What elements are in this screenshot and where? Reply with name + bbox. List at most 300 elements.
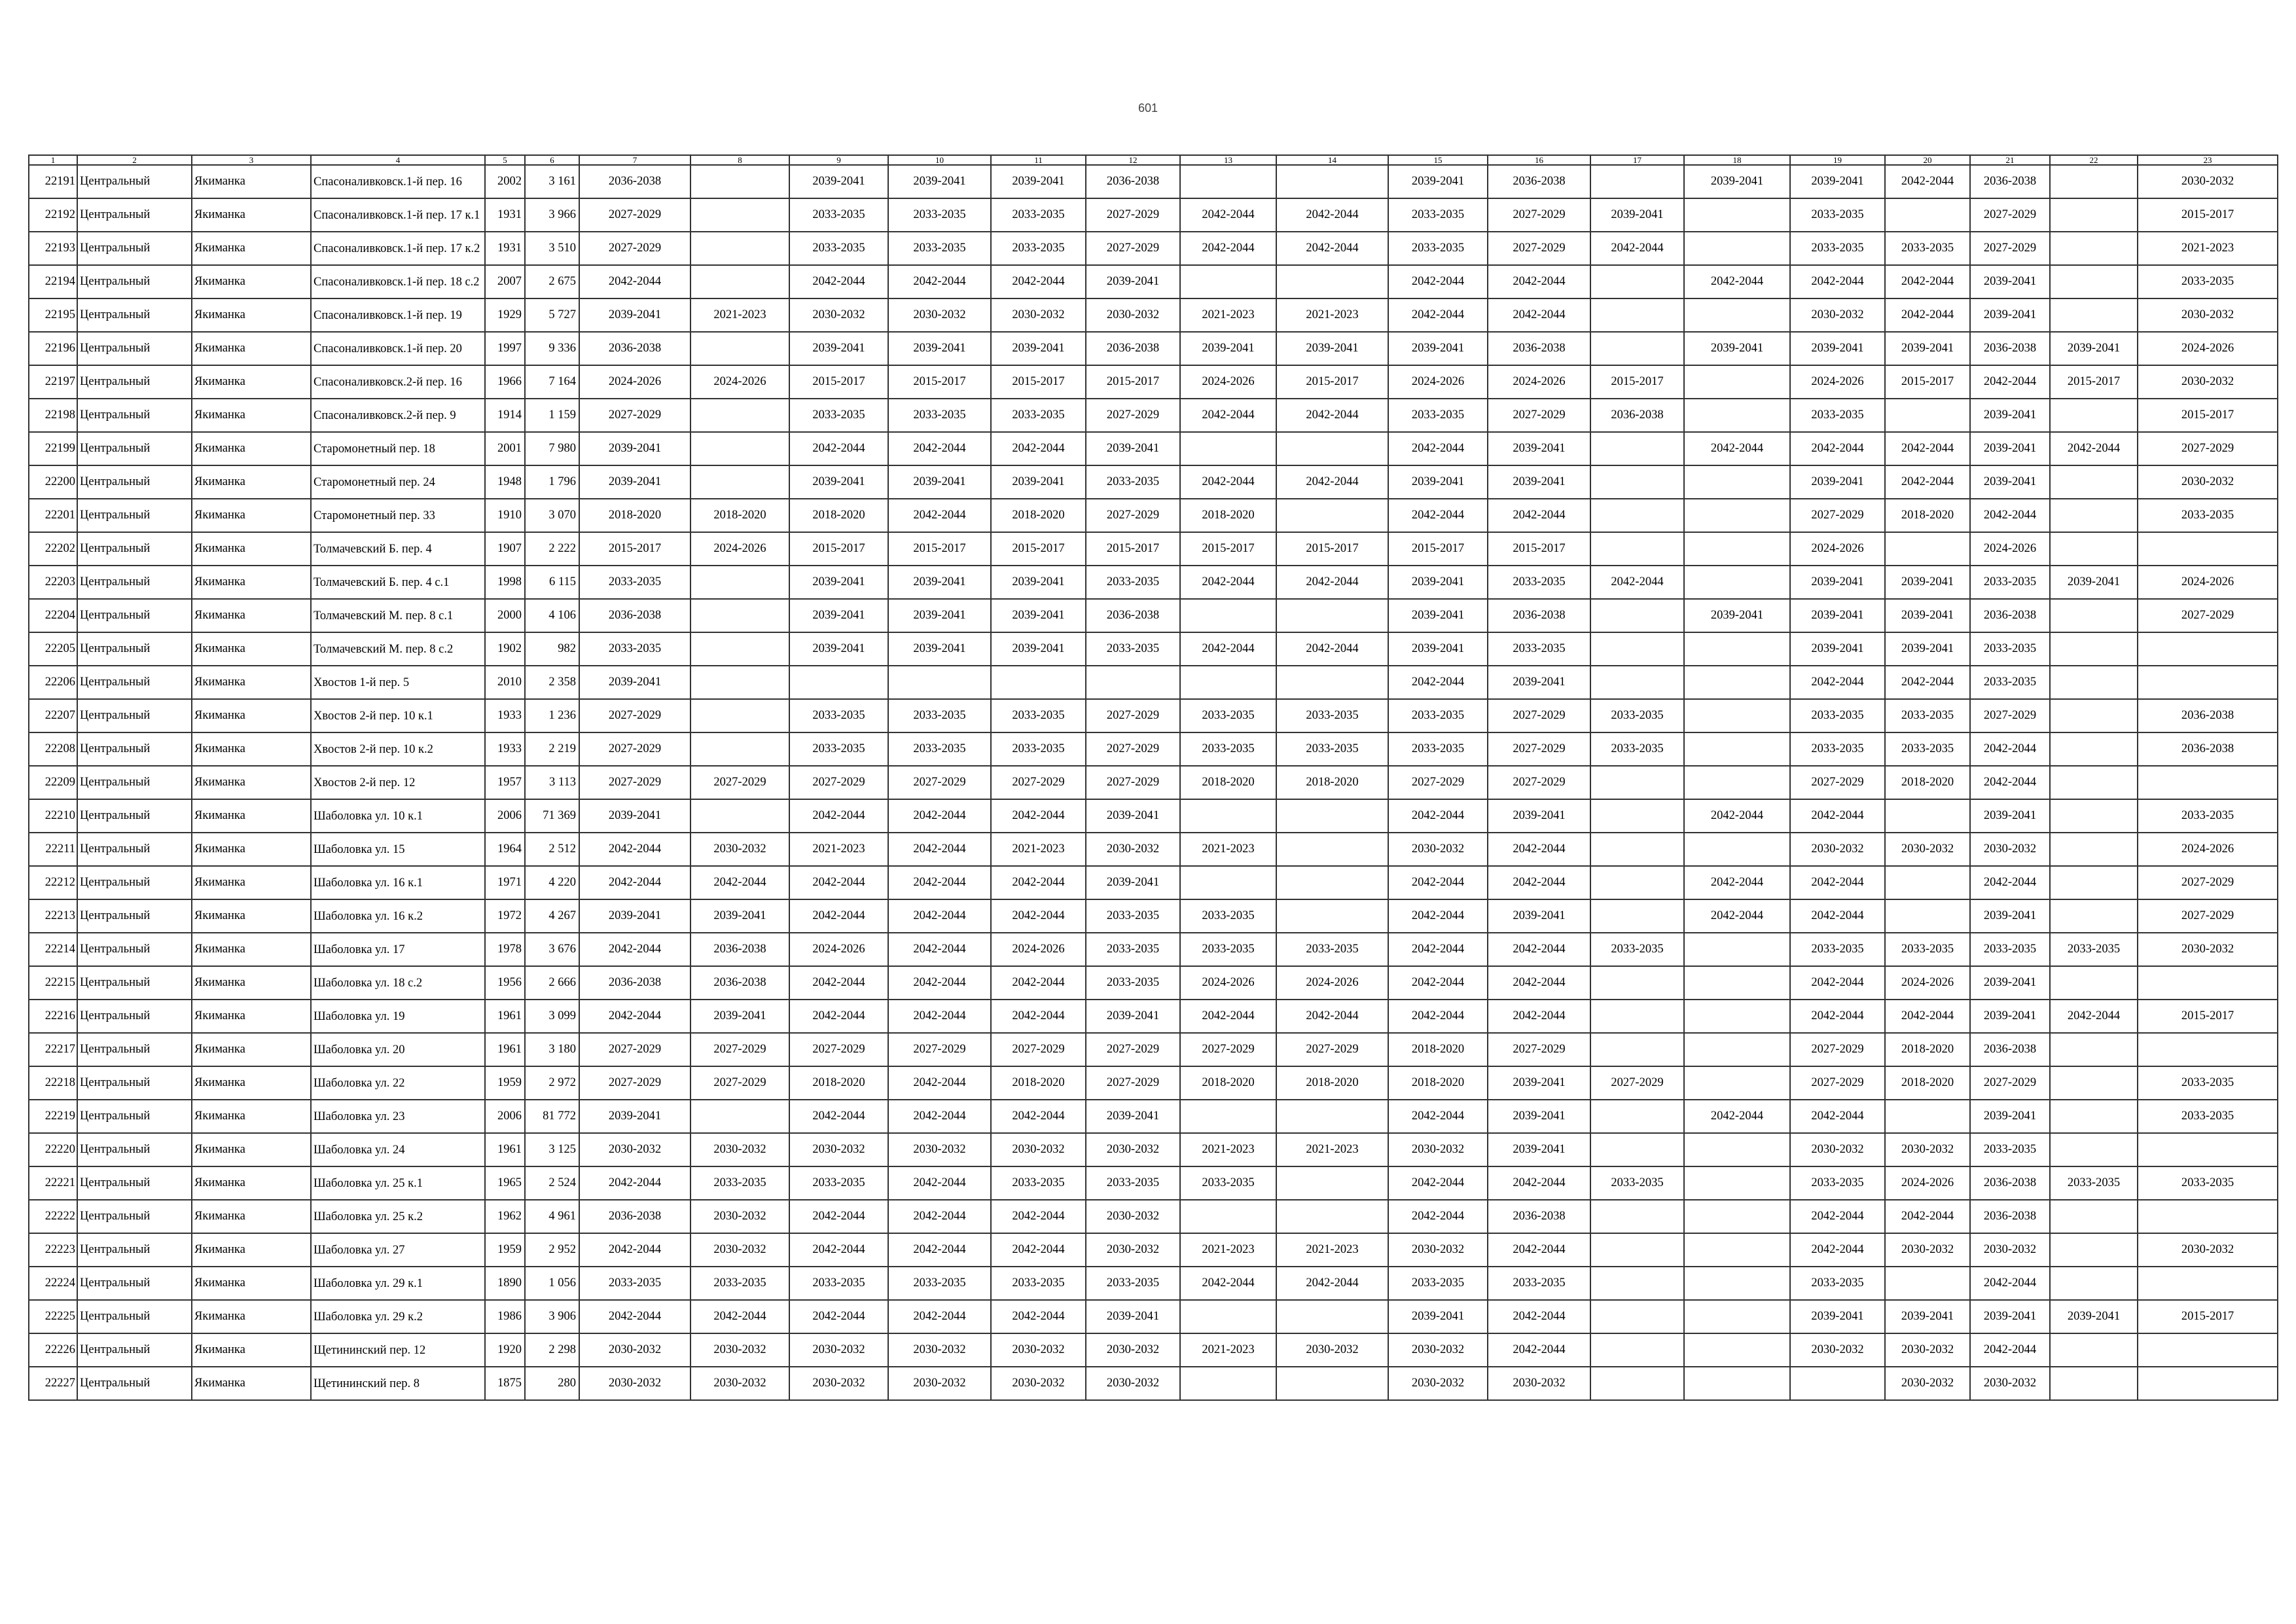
- table-cell: [1180, 1100, 1276, 1133]
- table-cell: 1972: [485, 899, 525, 933]
- table-cell: 2042-2044: [1590, 566, 1684, 599]
- table-cell: 2027-2029: [2138, 599, 2278, 632]
- table-cell: Спасоналивковск.2-й пер. 16: [311, 365, 485, 399]
- table-cell: [1684, 465, 1790, 499]
- table-cell: 2027-2029: [1790, 766, 1885, 799]
- table-cell: 2018-2020: [789, 499, 888, 532]
- table-cell: 2042-2044: [1488, 1333, 1590, 1367]
- table-cell: 2036-2038: [1970, 165, 2050, 198]
- table-cell: Якиманка: [192, 399, 311, 432]
- table-cell: 2030-2032: [2138, 365, 2278, 399]
- table-cell: 2042-2044: [888, 833, 991, 866]
- table-cell: 2042-2044: [1790, 666, 1885, 699]
- table-cell: [1684, 933, 1790, 966]
- table-cell: 2033-2035: [1970, 566, 2050, 599]
- table-cell: Толмачевский М. пер. 8 с.1: [311, 599, 485, 632]
- table-cell: [1590, 1233, 1684, 1267]
- table-cell: 1978: [485, 933, 525, 966]
- table-cell: 71 369: [525, 799, 579, 833]
- table-cell: 2021-2023: [991, 833, 1086, 866]
- table-cell: Якиманка: [192, 1066, 311, 1100]
- table-cell: 2033-2035: [1180, 933, 1276, 966]
- table-cell: Спасоналивковск.1-й пер. 18 с.2: [311, 265, 485, 298]
- table-cell: 22212: [29, 866, 77, 899]
- table-cell: Старомонетный пер. 18: [311, 432, 485, 465]
- table-cell: Шаболовка ул. 16 к.2: [311, 899, 485, 933]
- table-cell: 1 796: [525, 465, 579, 499]
- table-cell: [1885, 899, 1970, 933]
- table-cell: 1959: [485, 1066, 525, 1100]
- table-cell: 2033-2035: [789, 1166, 888, 1200]
- table-cell: [1276, 833, 1388, 866]
- table-cell: [2050, 165, 2138, 198]
- table-cell: 2039-2041: [1885, 1300, 1970, 1333]
- table-cell: 2027-2029: [1086, 499, 1180, 532]
- table-cell: [2138, 632, 2278, 666]
- table-cell: [1276, 799, 1388, 833]
- table-cell: 2036-2038: [1086, 332, 1180, 365]
- table-cell: 2015-2017: [2138, 198, 2278, 232]
- table-cell: 2033-2035: [1885, 699, 1970, 732]
- table-cell: 22193: [29, 232, 77, 265]
- table-cell: 2030-2032: [1885, 1367, 1970, 1400]
- table-cell: 2027-2029: [1086, 232, 1180, 265]
- table-cell: 2024-2026: [2138, 566, 2278, 599]
- table-cell: Якиманка: [192, 1367, 311, 1400]
- table-cell: 2027-2029: [1970, 198, 2050, 232]
- table-cell: Центральный: [77, 1033, 192, 1066]
- table-cell: 2033-2035: [1970, 1133, 2050, 1166]
- table-cell: Центральный: [77, 1233, 192, 1267]
- table-cell: 2039-2041: [991, 566, 1086, 599]
- table-cell: 2039-2041: [1790, 599, 1885, 632]
- table-cell: 2042-2044: [888, 966, 991, 1000]
- table-cell: 2039-2041: [1970, 465, 2050, 499]
- table-cell: 22221: [29, 1166, 77, 1200]
- table-cell: 2027-2029: [1086, 766, 1180, 799]
- table-cell: [1590, 432, 1684, 465]
- table-cell: Якиманка: [192, 899, 311, 933]
- table-cell: [2138, 1267, 2278, 1300]
- table-cell: 2024-2026: [1885, 1166, 1970, 1200]
- column-number-cell: 22: [2050, 155, 2138, 165]
- table-cell: [1276, 1200, 1388, 1233]
- table-cell: 2042-2044: [579, 866, 691, 899]
- table-cell: [1276, 866, 1388, 899]
- table-cell: 22216: [29, 1000, 77, 1033]
- table-cell: Щетининский пер. 8: [311, 1367, 485, 1400]
- table-cell: 2042-2044: [1180, 198, 1276, 232]
- table-cell: 2036-2038: [579, 1200, 691, 1233]
- table-cell: Центральный: [77, 666, 192, 699]
- table-cell: 2039-2041: [789, 465, 888, 499]
- table-cell: 2033-2035: [991, 232, 1086, 265]
- table-cell: [2050, 1267, 2138, 1300]
- table-cell: 2027-2029: [1086, 1033, 1180, 1066]
- table-cell: 22198: [29, 399, 77, 432]
- table-cell: 2015-2017: [1590, 365, 1684, 399]
- table-cell: Старомонетный пер. 33: [311, 499, 485, 532]
- table-cell: 2030-2032: [691, 1233, 789, 1267]
- table-cell: Якиманка: [192, 866, 311, 899]
- table-cell: 2030-2032: [991, 1133, 1086, 1166]
- table-cell: [1590, 766, 1684, 799]
- table-cell: [2050, 1233, 2138, 1267]
- table-cell: Шаболовка ул. 25 к.2: [311, 1200, 485, 1233]
- table-cell: 2030-2032: [1086, 1133, 1180, 1166]
- table-cell: Шаболовка ул. 22: [311, 1066, 485, 1100]
- table-cell: [2050, 198, 2138, 232]
- table-cell: Якиманка: [192, 165, 311, 198]
- table-cell: [1684, 198, 1790, 232]
- table-cell: 2033-2035: [888, 1267, 991, 1300]
- table-cell: 2042-2044: [1488, 966, 1590, 1000]
- table-cell: 1933: [485, 732, 525, 766]
- table-cell: [691, 432, 789, 465]
- table-cell: 22200: [29, 465, 77, 499]
- table-cell: 2030-2032: [1388, 1133, 1488, 1166]
- table-cell: 2027-2029: [1590, 1066, 1684, 1100]
- table-cell: 2042-2044: [1180, 566, 1276, 599]
- table-cell: [691, 632, 789, 666]
- table-cell: 2042-2044: [1684, 799, 1790, 833]
- table-cell: 2042-2044: [1684, 899, 1790, 933]
- table-cell: 3 510: [525, 232, 579, 265]
- table-cell: 2039-2041: [1590, 198, 1684, 232]
- table-cell: [2050, 499, 2138, 532]
- column-number-cell: 12: [1086, 155, 1180, 165]
- table-cell: 2033-2035: [1388, 732, 1488, 766]
- table-cell: 2042-2044: [991, 966, 1086, 1000]
- table-cell: 2039-2041: [1970, 1300, 2050, 1333]
- table-cell: [2050, 966, 2138, 1000]
- table-cell: 2042-2044: [1180, 1267, 1276, 1300]
- table-cell: [1276, 499, 1388, 532]
- table-cell: Центральный: [77, 1066, 192, 1100]
- table-cell: Якиманка: [192, 1133, 311, 1166]
- table-cell: Шаболовка ул. 29 к.1: [311, 1267, 485, 1300]
- table-cell: 2042-2044: [888, 933, 991, 966]
- table-cell: 2033-2035: [1790, 232, 1885, 265]
- table-cell: 1931: [485, 232, 525, 265]
- table-cell: 2 219: [525, 732, 579, 766]
- table-cell: 2027-2029: [691, 766, 789, 799]
- table-cell: [2050, 833, 2138, 866]
- table-cell: [691, 566, 789, 599]
- table-cell: [1590, 532, 1684, 566]
- table-cell: 2036-2038: [579, 332, 691, 365]
- table-cell: 2030-2032: [1970, 833, 2050, 866]
- table-cell: [1590, 966, 1684, 1000]
- table-cell: 22211: [29, 833, 77, 866]
- table-cell: 2039-2041: [579, 432, 691, 465]
- table-cell: 2036-2038: [2138, 732, 2278, 766]
- table-cell: 1890: [485, 1267, 525, 1300]
- table-cell: 2039-2041: [691, 1000, 789, 1033]
- table-cell: 2033-2035: [1790, 732, 1885, 766]
- table-cell: 2042-2044: [888, 265, 991, 298]
- table-cell: 2015-2017: [789, 532, 888, 566]
- table-row: [29, 1233, 2278, 1267]
- table-cell: 2042-2044: [789, 432, 888, 465]
- table-cell: 2036-2038: [1970, 1166, 2050, 1200]
- table-cell: 2042-2044: [1276, 1267, 1388, 1300]
- table-cell: [2050, 699, 2138, 732]
- table-cell: 2033-2035: [1388, 699, 1488, 732]
- table-cell: [1684, 1133, 1790, 1166]
- table-cell: Шаболовка ул. 18 с.2: [311, 966, 485, 1000]
- table-cell: 2042-2044: [1970, 1267, 2050, 1300]
- table-cell: 2039-2041: [1086, 432, 1180, 465]
- table-cell: 2042-2044: [789, 1233, 888, 1267]
- table-cell: 2039-2041: [1885, 566, 1970, 599]
- table-cell: 2015-2017: [1388, 532, 1488, 566]
- table-cell: 2 222: [525, 532, 579, 566]
- table-cell: Центральный: [77, 1300, 192, 1333]
- table-row: [29, 766, 2278, 799]
- table-cell: 2030-2032: [2138, 298, 2278, 332]
- table-cell: 1929: [485, 298, 525, 332]
- table-cell: [1885, 1100, 1970, 1133]
- table-cell: 2042-2044: [1885, 465, 1970, 499]
- table-cell: [2138, 1033, 2278, 1066]
- table-cell: [1180, 599, 1276, 632]
- table-cell: [1276, 599, 1388, 632]
- table-cell: Шаболовка ул. 24: [311, 1133, 485, 1166]
- table-cell: 22217: [29, 1033, 77, 1066]
- table-cell: 2018-2020: [1885, 766, 1970, 799]
- table-cell: 2042-2044: [991, 432, 1086, 465]
- table-cell: 2042-2044: [789, 799, 888, 833]
- table-cell: 3 676: [525, 933, 579, 966]
- table-cell: Якиманка: [192, 332, 311, 365]
- table-cell: 1961: [485, 1000, 525, 1033]
- table-cell: 2007: [485, 265, 525, 298]
- table-row: [29, 1066, 2278, 1100]
- table-cell: 1 159: [525, 399, 579, 432]
- table-cell: [1590, 332, 1684, 365]
- table-cell: 1986: [485, 1300, 525, 1333]
- table-cell: 2039-2041: [1388, 465, 1488, 499]
- table-cell: 2033-2035: [1180, 899, 1276, 933]
- table-cell: [691, 332, 789, 365]
- table-cell: 2027-2029: [1488, 699, 1590, 732]
- table-row: [29, 1133, 2278, 1166]
- column-number-cell: 16: [1488, 155, 1590, 165]
- table-cell: [1180, 1200, 1276, 1233]
- column-number-cell: 6: [525, 155, 579, 165]
- table-cell: 2039-2041: [1388, 566, 1488, 599]
- table-cell: [691, 165, 789, 198]
- table-cell: 2030-2032: [691, 833, 789, 866]
- table-cell: Центральный: [77, 165, 192, 198]
- table-cell: 2024-2026: [1790, 532, 1885, 566]
- table-cell: [1590, 499, 1684, 532]
- table-cell: 2015-2017: [1885, 365, 1970, 399]
- table-cell: 2042-2044: [1388, 1100, 1488, 1133]
- table-cell: 1957: [485, 766, 525, 799]
- table-cell: 1910: [485, 499, 525, 532]
- table-cell: 2015-2017: [2138, 1300, 2278, 1333]
- table-row: [29, 432, 2278, 465]
- table-cell: 2042-2044: [888, 1200, 991, 1233]
- table-cell: [2050, 1033, 2138, 1066]
- table-cell: 2033-2035: [1488, 1267, 1590, 1300]
- column-number-row: [29, 155, 2278, 165]
- table-row: [29, 465, 2278, 499]
- table-cell: 2024-2026: [579, 365, 691, 399]
- table-cell: 6 115: [525, 566, 579, 599]
- table-cell: [2138, 1133, 2278, 1166]
- table-cell: 2024-2026: [2138, 833, 2278, 866]
- table-cell: Якиманка: [192, 933, 311, 966]
- table-cell: Шаболовка ул. 20: [311, 1033, 485, 1066]
- table-cell: [2050, 666, 2138, 699]
- table-cell: [1684, 1233, 1790, 1267]
- table-cell: 2021-2023: [2138, 232, 2278, 265]
- table-cell: 4 267: [525, 899, 579, 933]
- table-cell: 2039-2041: [789, 566, 888, 599]
- column-number-cell: 2: [77, 155, 192, 165]
- table-cell: [1590, 666, 1684, 699]
- table-cell: Якиманка: [192, 666, 311, 699]
- table-cell: Якиманка: [192, 699, 311, 732]
- table-cell: 2042-2044: [1488, 499, 1590, 532]
- table-cell: 2042-2044: [1790, 1233, 1885, 1267]
- table-cell: [2050, 799, 2138, 833]
- table-cell: 2042-2044: [789, 1200, 888, 1233]
- table-cell: 2042-2044: [991, 1100, 1086, 1133]
- table-cell: [1590, 1100, 1684, 1133]
- table-cell: 2 666: [525, 966, 579, 1000]
- table-cell: Центральный: [77, 966, 192, 1000]
- table-cell: Якиманка: [192, 599, 311, 632]
- table-cell: 2018-2020: [789, 1066, 888, 1100]
- table-cell: 2039-2041: [1790, 465, 1885, 499]
- table-cell: 2042-2044: [789, 265, 888, 298]
- table-cell: 2030-2032: [1086, 1367, 1180, 1400]
- table-cell: 2033-2035: [579, 566, 691, 599]
- table-cell: 2030-2032: [1790, 1333, 1885, 1367]
- table-cell: [2050, 732, 2138, 766]
- table-cell: 2033-2035: [1885, 732, 1970, 766]
- table-cell: 2030-2032: [1885, 1133, 1970, 1166]
- table-cell: [1590, 799, 1684, 833]
- table-cell: Центральный: [77, 1333, 192, 1367]
- table-cell: [2050, 1200, 2138, 1233]
- table-cell: 2039-2041: [1790, 566, 1885, 599]
- table-cell: 2033-2035: [579, 632, 691, 666]
- table-cell: 2039-2041: [1086, 799, 1180, 833]
- table-cell: [1885, 1267, 1970, 1300]
- table-cell: 2042-2044: [888, 1066, 991, 1100]
- table-cell: 2036-2038: [1970, 1033, 2050, 1066]
- table-cell: [691, 699, 789, 732]
- table-cell: 2042-2044: [1885, 265, 1970, 298]
- table-cell: Старомонетный пер. 24: [311, 465, 485, 499]
- table-cell: 2024-2026: [2138, 332, 2278, 365]
- table-cell: 2033-2035: [1086, 632, 1180, 666]
- table-cell: 2033-2035: [1488, 632, 1590, 666]
- table-cell: 2042-2044: [691, 866, 789, 899]
- table-cell: 2015-2017: [1276, 532, 1388, 566]
- table-cell: 2030-2032: [991, 1333, 1086, 1367]
- table-cell: 2036-2038: [579, 966, 691, 1000]
- table-cell: 2015-2017: [2138, 1000, 2278, 1033]
- table-cell: Якиманка: [192, 799, 311, 833]
- table-cell: [1885, 532, 1970, 566]
- table-cell: 2030-2032: [1388, 1233, 1488, 1267]
- table-cell: [1590, 298, 1684, 332]
- table-row: [29, 265, 2278, 298]
- table-cell: 2042-2044: [991, 899, 1086, 933]
- table-cell: 2024-2026: [691, 532, 789, 566]
- table-cell: 2042-2044: [1276, 632, 1388, 666]
- table-cell: [1590, 899, 1684, 933]
- table-cell: 2039-2041: [2050, 566, 2138, 599]
- table-cell: [1276, 1367, 1388, 1400]
- table-cell: 2010: [485, 666, 525, 699]
- table-cell: 2042-2044: [1488, 298, 1590, 332]
- table-cell: 2033-2035: [1086, 465, 1180, 499]
- table-cell: 2033-2035: [991, 699, 1086, 732]
- table-cell: 2042-2044: [579, 1233, 691, 1267]
- table-cell: 2039-2041: [579, 666, 691, 699]
- table-cell: Центральный: [77, 1133, 192, 1166]
- table-cell: 2039-2041: [579, 298, 691, 332]
- table-cell: Шаболовка ул. 16 к.1: [311, 866, 485, 899]
- table-cell: 2030-2032: [2138, 465, 2278, 499]
- table-cell: [2050, 265, 2138, 298]
- table-cell: [2050, 1066, 2138, 1100]
- table-cell: Якиманка: [192, 732, 311, 766]
- table-cell: 2030-2032: [1086, 298, 1180, 332]
- table-cell: 2018-2020: [991, 499, 1086, 532]
- table-cell: Якиманка: [192, 966, 311, 1000]
- table-cell: Центральный: [77, 899, 192, 933]
- table-cell: 2033-2035: [1276, 732, 1388, 766]
- table-cell: 2042-2044: [1790, 1100, 1885, 1133]
- table-cell: 2042-2044: [1885, 298, 1970, 332]
- table-cell: [2050, 399, 2138, 432]
- table-cell: 2042-2044: [1388, 1166, 1488, 1200]
- table-row: [29, 599, 2278, 632]
- table-cell: 2039-2041: [1276, 332, 1388, 365]
- table-cell: [1590, 1200, 1684, 1233]
- table-cell: 2027-2029: [888, 1033, 991, 1066]
- table-cell: [1276, 165, 1388, 198]
- table-cell: 2027-2029: [789, 766, 888, 799]
- table-cell: [2050, 866, 2138, 899]
- table-cell: 2042-2044: [1388, 866, 1488, 899]
- table-cell: 2039-2041: [1885, 599, 1970, 632]
- table-cell: [2050, 532, 2138, 566]
- table-cell: [1885, 198, 1970, 232]
- table-cell: Якиманка: [192, 1000, 311, 1033]
- table-cell: Центральный: [77, 699, 192, 732]
- table-cell: 2027-2029: [1086, 399, 1180, 432]
- table-cell: 2042-2044: [1488, 833, 1590, 866]
- table-cell: [1180, 1367, 1276, 1400]
- table-cell: [1684, 632, 1790, 666]
- table-cell: Якиманка: [192, 265, 311, 298]
- table-cell: 2036-2038: [1086, 165, 1180, 198]
- table-cell: 2027-2029: [1488, 232, 1590, 265]
- table-cell: 2039-2041: [1684, 332, 1790, 365]
- table-cell: 2042-2044: [1488, 1000, 1590, 1033]
- table-cell: 2030-2032: [1388, 833, 1488, 866]
- table-cell: 2039-2041: [991, 165, 1086, 198]
